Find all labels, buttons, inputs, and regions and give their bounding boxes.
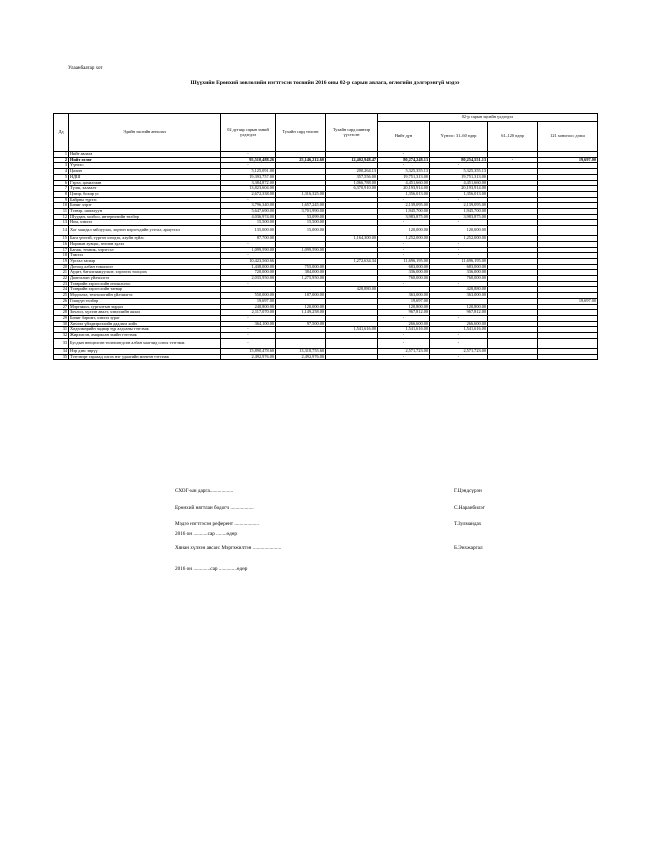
closing-total: 1,252,000.00 [378,236,430,242]
opening-balance: 364,100.00 [221,321,276,327]
row-number: 11 [54,209,69,215]
closing-total: - [378,333,430,339]
row-number: 17 [54,247,69,253]
days-31-60: 336,000.00 [430,270,488,276]
closing-total: 11,696,195.00 [378,258,430,264]
closing-total: - [378,197,430,203]
row-number: 34 [54,348,69,354]
row-name: Хог хаягдал зайлуулах, хортон мэрэгчдийн устгал, ариутгал [69,226,221,236]
days-121 [538,226,598,236]
row-name: Даатгалын үйлчилгээ [69,276,221,282]
opening-balance: - [221,338,276,348]
row-name: Жирэмсэн, амаржсан эхийн тэтгэмж [69,333,221,339]
row-number: 19 [54,258,69,264]
row-number: 25 [54,293,69,299]
days-31-60: - [430,197,488,203]
table-row [54,338,598,348]
opening-balance: - [221,241,276,247]
days-31-60: 363,000.00 [430,293,488,299]
row-number: 3 [54,163,69,169]
signature-role: Мэдээ нэгтгэсэн референт ................... [175,521,260,527]
paid-amount: 97,500.00 [276,321,326,327]
paid-amount: 1,099,590.00 [276,247,326,253]
closing-total: - [378,354,430,360]
days-121 [538,338,598,348]
row-name: Байрны түрээс [69,197,221,203]
signature-role: Ерөнхий нягтлан бодогч .................. [175,505,254,511]
days-31-60: 1,945,700.00 [430,209,488,215]
row-name: Шуудан, холбоо, интернэтийн төлбөр [69,214,221,220]
row-name: Мэргэжил, сургалтын зардал [69,304,221,310]
days-31-60: 5,325,355.13 [430,169,488,175]
row-number: 26 [54,298,69,304]
opening-balance: 10,423,560.66 [221,258,276,264]
closing-total: 1,945,700.00 [378,209,430,215]
closing-total: 3,983,875.00 [378,214,430,220]
closing-total: 266,600.00 [378,321,430,327]
opening-balance: 5,125,091.00 [221,169,276,175]
new-amount: 1,066,788.00 [326,180,378,186]
paid-amount: 53,099.00 [276,214,326,220]
header-paid: Тухайн сард төлсөн [276,114,326,152]
closing-total: 5,325,355.13 [378,169,430,175]
row-name: Нэр дэвс эврүү [69,348,221,354]
row-number: 30 [54,321,69,327]
opening-balance: 19,697.00 [221,298,276,304]
row-name: Гишүүн төлбөр [69,298,221,304]
closing-total: 120,000.00 [378,226,430,236]
new-amount: 1,541,616.00 [326,327,378,333]
days-31-60: - [430,333,488,339]
days-61-120 [488,226,538,236]
row-number: 4 [54,169,69,175]
days-31-60: 4,451,660.00 [430,180,488,186]
days-31-60: - [430,281,488,287]
opening-balance: - [221,163,276,169]
new-amount: 6,370,910.00 [326,186,378,192]
row-name: Аудит, баталгаажуулалт, хэрэглэх тооцоох [69,270,221,276]
closing-total: - [378,241,430,247]
closing-total: 683,000.00 [378,264,430,270]
opening-balance: 240,800.00 [221,304,276,310]
header-no: Дд [54,114,69,152]
days-31-60: 760,000.00 [430,276,488,282]
header-name: Эдийн засгийн ангилал [69,114,221,152]
header-121: 121 хоногоос дээш [538,122,598,152]
row-name: Мэдээлэл, технологийн үйлчилгээ [69,293,221,299]
closing-total: - [378,220,430,226]
closing-total: - [378,253,430,259]
row-name: Тээврийн хэрэгслийн татвар [69,287,221,293]
days-31-60: - [430,163,488,169]
row-number: 33 [54,338,69,348]
closing-total: 336,000.00 [378,270,430,276]
new-amount: 1,272,634.34 [326,258,378,264]
signature-name: Т.Зулмандах [454,521,482,527]
table-body [54,152,598,360]
signature-role: 2016 он .............сар ..............өдөр [175,566,248,572]
paid-amount: 187,000.00 [276,293,326,299]
days-31-60: 1,252,000.00 [430,236,488,242]
row-number: 18 [54,253,69,259]
new-amount: 357,556.00 [326,174,378,180]
days-31-60: 2,139,095.00 [430,203,488,209]
closing-total: 19,697.00 [378,298,430,304]
opening-balance: 15,500.00 [221,220,276,226]
days-121: 19,697.00 [538,298,598,304]
row-name: Бусдын нөөцөлсөн төлөөлөгдсөн албан хаагчид олгох тэтгэмж [69,338,221,348]
days-61-120: - [488,157,538,163]
opening-balance: 3,796,340.00 [221,203,276,209]
opening-balance: 13,823,604.00 [221,186,276,192]
days-61-120 [488,338,538,348]
days-121 [538,354,598,360]
signature-role: Хянан хүлээн авсан: Мэргэжилтэн ...................... [175,545,282,551]
row-number: 14 [54,226,69,236]
days-31-60: - [430,220,488,226]
opening-balance: 5,647,690.00 [221,209,276,215]
days-31-60: - [430,338,488,348]
row-number: 35 [54,354,69,360]
closing-total: 4,451,660.00 [378,180,430,186]
row-name: Зочлол, хүлээн авалт, хэвлэлийн аялал [69,310,221,316]
row-number: 24 [54,287,69,293]
row-number: 6 [54,180,69,186]
days-31-60: 428,880.00 [430,287,488,293]
closing-total: - [378,152,430,158]
row-name: Гэрэл, цахилгаан [69,180,221,186]
closing-total: 760,000.00 [378,276,430,282]
row-name: Хөдөлмөрийн чадвар түр алдсаны тэтгэмж [69,327,221,333]
opening-balance: - [221,327,276,333]
row-name: Нийт өглөг [69,157,221,163]
days-31-60: - [430,247,488,253]
paid-amount: 384,000.00 [276,270,326,276]
paid-amount: 1,149,258.00 [276,310,326,316]
row-number: 1 [54,152,69,158]
opening-balance: 2,672,338.00 [221,191,276,197]
row-number: 31 [54,327,69,333]
row-number: 12 [54,214,69,220]
opening-balance: 15,890,478.60 [221,348,276,354]
row-name: Бичиг хэрэг [69,203,221,209]
opening-balance: - [221,152,276,158]
row-number: 28 [54,310,69,316]
days-31-60: - [430,315,488,321]
opening-balance: 1,099,590.00 [221,247,276,253]
row-number: 22 [54,276,69,282]
paid-amount: 2,492,976.00 [276,354,326,360]
row-number: 7 [54,186,69,192]
new-amount: 200,264.13 [326,169,378,175]
header-closing-group: 02-р сарын эцсийн үлдэгдэл [378,114,598,122]
opening-balance: - [221,253,276,259]
row-name: Хичээл үйлдвэрлэлийн дадлага хийх [69,321,221,327]
opening-balance: 2,035,950.00 [221,276,276,282]
signature-role: 2016 он ...........сар ........өдөр [175,531,237,537]
paid-amount: 15,000.00 [276,226,326,236]
row-name: Үүнээс: [69,163,221,169]
row-number: 15 [54,236,69,242]
days-31-60: 19,751,313.00 [430,174,488,180]
row-number: 5 [54,174,69,180]
opening-balance: 2,117,070.00 [221,310,276,316]
row-number: 20 [54,264,69,270]
opening-balance: - [221,281,276,287]
signature-role: СХОГ-ын дарга.................. [175,488,234,494]
paid-amount: 15,500.00 [276,220,326,226]
row-number: 2 [54,157,69,163]
header-31-60: Үүнээс: 31–60 өдөр [430,122,488,152]
paid-amount: 25,146,212.60 [276,157,326,163]
closing-total: 19,751,313.00 [378,174,430,180]
closing-total: - [378,338,430,348]
row-name: Түлш, халаалт [69,186,221,192]
city-label: Улаанбаатар хот [68,66,103,71]
header-opening: 02 дугаар сарын эхний үлдэгдэл [221,114,276,152]
days-31-60: 2,571,723.00 [430,348,488,354]
row-name: Бага үнэтэй, түргэн элэгдэх, ахуйн зүйлс [69,236,221,242]
days-31-60: 80,254,551.13 [430,157,488,163]
row-number: 8 [54,191,69,197]
row-name: Цалин [69,169,221,175]
paid-amount [276,338,326,348]
header-new: Тухайн сард шинээр үүсгэсэн [326,114,378,152]
closing-total: - [378,247,430,253]
closing-total: 1,541,616.00 [378,327,430,333]
opening-balance: 1,438,000.00 [221,264,276,270]
row-name: Тэтгэвэрт гарахад олгох нэг удаагийн мөнгөн тэтгэмж [69,354,221,360]
report-title: Шүүхийн Ерөнхий зөвлөлийн нэгтгэсэн төсвийн 2016 оны 02-р сарын авлага, өглөгийн дэлгэрэнгүй мэдээ [190,80,460,86]
closing-total: 2,571,723.00 [378,348,430,354]
days-31-60: 1,356,013.00 [430,191,488,197]
days-31-60: 1,541,616.00 [430,327,488,333]
days-121: 19,697.00 [538,157,598,163]
opening-balance: 2,492,976.00 [221,354,276,360]
row-name: НДШ [69,174,221,180]
opening-balance: 550,000.00 [221,293,276,299]
row-name: Дотоод албан томилолт [69,264,221,270]
row-name: Урсгал засвар [69,258,221,264]
new-amount: 1,164,300.00 [326,236,378,242]
paid-amount: 1,275,950.00 [276,276,326,282]
days-31-60: 967,812.00 [430,310,488,316]
closing-total: - [378,163,430,169]
days-31-60: 120,800.00 [430,304,488,310]
opening-balance: - [221,315,276,321]
paid-amount: 1,657,245.00 [276,203,326,209]
opening-balance: 3,384,872.00 [221,180,276,186]
signature-name: С.Наранбилэг [454,505,485,511]
row-number: 32 [54,333,69,339]
row-number: 13 [54,220,69,226]
days-31-60: 120,000.00 [430,226,488,236]
days-31-60: 20,193,914.00 [430,186,488,192]
signature-name: Г.Цэндсүрэн [454,488,482,494]
opening-balance: 135,000.00 [221,226,276,236]
closing-total: - [378,315,430,321]
table-row [54,226,598,236]
row-number: 10 [54,203,69,209]
new-amount [326,226,378,236]
opening-balance: 720,000.00 [221,270,276,276]
row-name: Нийт авлага [69,152,221,158]
row-name: Нормын хувцас, зөөлөн эдлэл [69,241,221,247]
row-number: 27 [54,304,69,310]
closing-total: 20,193,914.00 [378,186,430,192]
row-number: 9 [54,197,69,203]
row-number: 29 [54,315,69,321]
row-name: Ном, хэвлэл [69,220,221,226]
paid-amount: 13,318,755.60 [276,348,326,354]
report-table [53,113,598,360]
row-number: 16 [54,241,69,247]
new-amount [326,338,378,348]
row-number: 23 [54,281,69,287]
days-31-60: 683,000.00 [430,264,488,270]
days-61-120 [488,354,538,360]
row-number: 21 [54,270,69,276]
closing-total: 2,139,095.00 [378,203,430,209]
closing-total: - [378,281,430,287]
opening-balance: 87,700.00 [221,236,276,242]
days-31-60: 11,696,195.00 [430,258,488,264]
days-31-60: - [430,241,488,247]
row-name: Бичиг баримт, хэвлэл зураг [69,315,221,321]
closing-total: 967,812.00 [378,310,430,316]
new-amount [326,354,378,360]
days-31-60: 3,983,875.00 [430,214,488,220]
paid-amount: 755,000.00 [276,264,326,270]
table-row [54,354,598,360]
row-name: Тээвэр, шатахуун [69,209,221,215]
opening-balance: 4,036,974.00 [221,214,276,220]
opening-balance: 19,393,757.00 [221,174,276,180]
row-name: Цэвэр, бохир ус [69,191,221,197]
new-amount: 428,880.00 [326,287,378,293]
days-31-60: - [430,354,488,360]
closing-total: 80,274,248.13 [378,157,430,163]
row-name: Багаж, техник, хэрэгсэл [69,247,221,253]
header-61-120: 61–120 өдөр [488,122,538,152]
paid-amount: 120,000.00 [276,304,326,310]
opening-balance: - [221,333,276,339]
days-31-60: 266,600.00 [430,321,488,327]
closing-total: 120,800.00 [378,304,430,310]
closing-total: 363,000.00 [378,293,430,299]
closing-total: 1,356,013.00 [378,191,430,197]
paid-amount: 1,316,325.00 [276,191,326,197]
signature-name: Б.Энхжаргал [454,545,483,551]
row-name: Тээврийн хэрэгслийн оношлогоо [69,281,221,287]
days-31-60: - [430,253,488,259]
row-name: Тэжээл [69,253,221,259]
opening-balance: - [221,197,276,203]
paid-amount: 3,701,990.00 [276,209,326,215]
new-amount: 12,402,948.47 [326,157,378,163]
opening-balance: 95,510,488.26 [221,157,276,163]
header-total: Нийт дүн [378,122,430,152]
